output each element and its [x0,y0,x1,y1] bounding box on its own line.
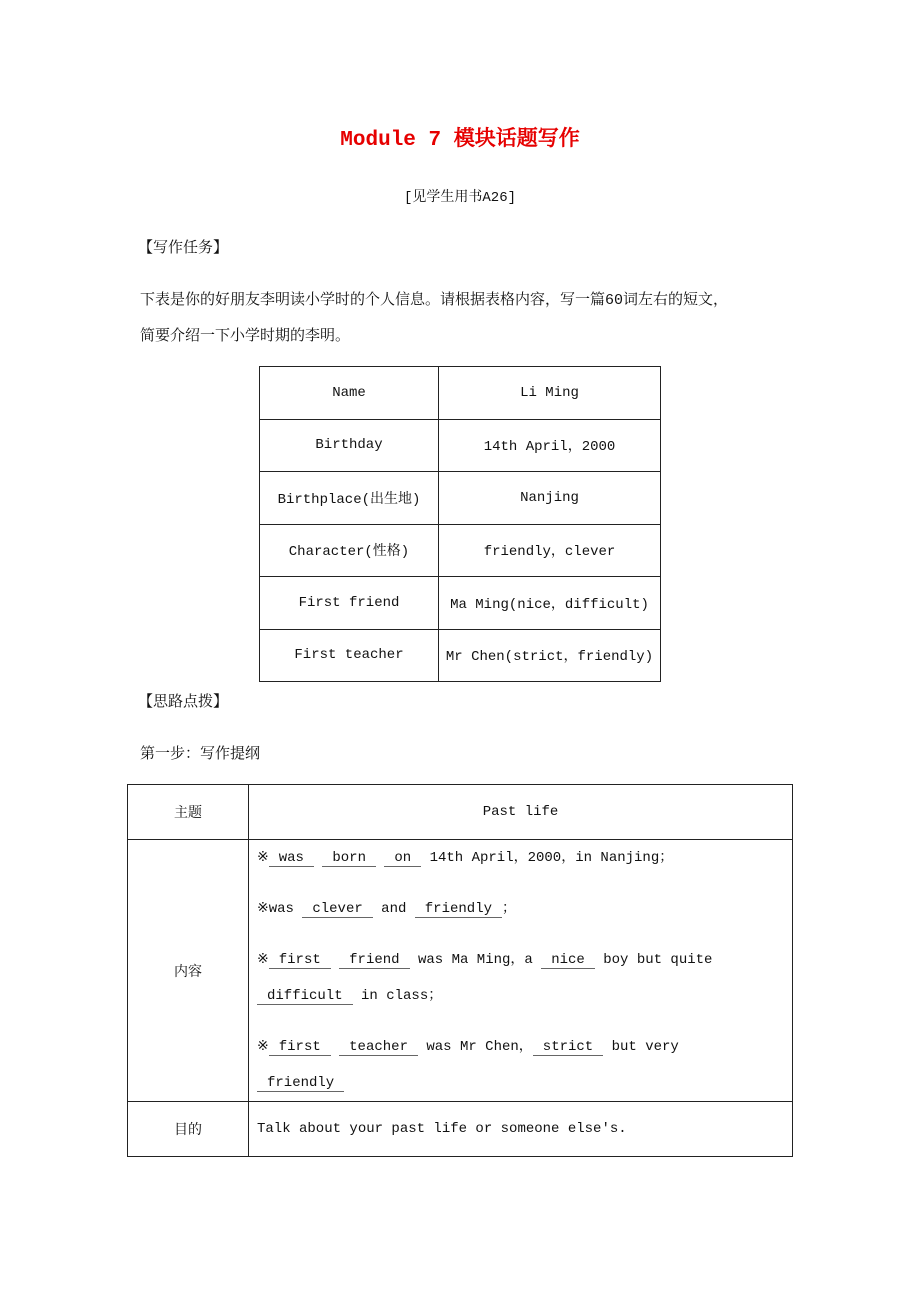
cell-value: Nanjing [439,472,661,525]
content-label: 内容 [128,840,249,1102]
table-row [260,524,661,577]
content-cell [249,840,793,1102]
answer-blank: nice [541,952,595,969]
cell-value: Mr Chen(strict，friendly) [439,629,661,682]
answer-blank: born [322,850,376,867]
topic-value: Past life [249,785,793,840]
table-row [128,1102,793,1157]
answer-blank: on [384,850,421,867]
purpose-label: 目的 [128,1102,249,1157]
task-text-line-2: 简要介绍一下小学时期的李明。 [140,328,351,345]
cell-value: friendly，clever [439,524,661,577]
step-1-label: 第一步：写作提纲 [140,746,261,763]
cell-value: 14th April，2000 [439,419,661,472]
cell-label: First friend [260,577,439,630]
cell-label: Birthday [260,419,439,472]
cell-label: Character(性格) [260,524,439,577]
table-row [128,785,793,840]
outline-table [127,784,793,1157]
cell-value: Ma Ming(nice，difficult) [439,577,661,630]
outline-line: difficult in class； [257,978,784,1014]
table-row [260,629,661,682]
cell-label: First teacher [260,629,439,682]
outline-line: ※ first teacher was Mr Chen， strict but very [257,1039,679,1055]
answer-blank: friend [339,952,409,969]
task-heading: 【写作任务】 [138,240,229,257]
table-row [260,419,661,472]
info-table [259,366,661,682]
table-row [260,577,661,630]
task-text-line-1: 下表是你的好朋友李明读小学时的个人信息。请根据表格内容，写一篇60词左右的短文， [140,292,729,309]
topic-label: 主题 [128,785,249,840]
answer-blank: strict [533,1039,603,1056]
page-title: Module 7 模块话题写作 [340,129,580,152]
hint-heading: 【思路点拨】 [138,694,229,711]
answer-blank: first [269,952,331,969]
answer-blank: was [269,850,314,867]
table-row [260,472,661,525]
cell-value: Li Ming [439,367,661,420]
outline-line: ※ was born on 14th April，2000，in Nanjing； [257,850,674,866]
answer-blank: friendly [257,1075,344,1092]
table-row [260,367,661,420]
purpose-value: Talk about your past life or someone else's. [249,1102,793,1157]
outline-line [257,1065,784,1101]
outline-line: ※ first friend was Ma Ming，a nice boy but quite [257,952,713,968]
answer-blank: friendly [415,901,502,918]
outline-line: ※was clever and friendly ； [257,901,516,917]
table-row [128,840,793,1102]
answer-blank: first [269,1039,331,1056]
cell-label: Birthplace(出生地) [260,472,439,525]
book-reference: [见学生用书A26] [403,190,516,206]
cell-label: Name [260,367,439,420]
answer-blank: teacher [339,1039,418,1056]
answer-blank: difficult [257,988,353,1005]
answer-blank: clever [302,901,372,918]
